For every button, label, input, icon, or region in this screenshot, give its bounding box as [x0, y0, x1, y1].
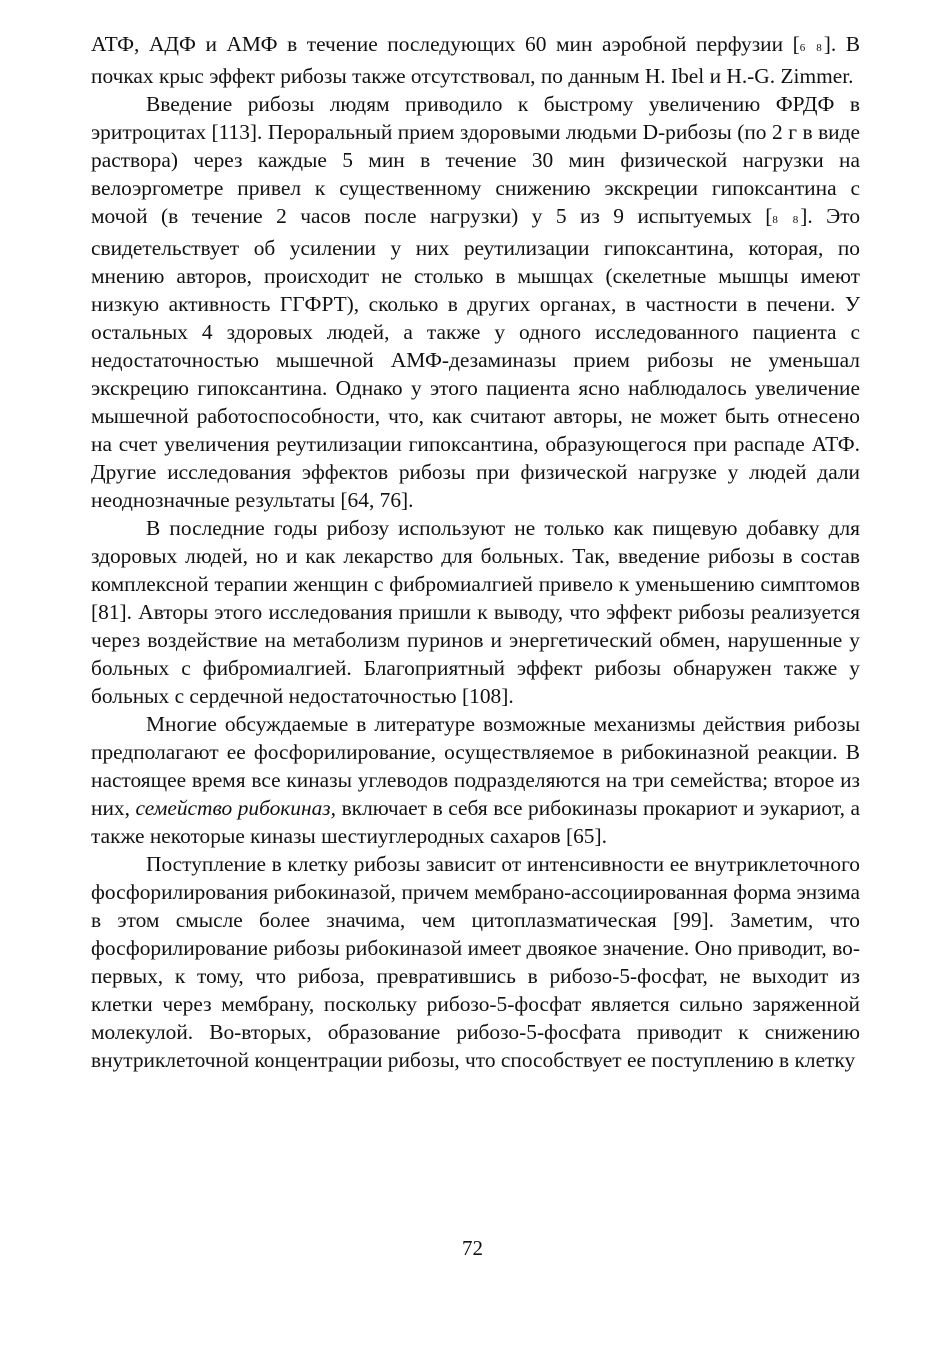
reference-number: 8 8 — [772, 214, 801, 226]
paragraph-text: Введение рибозы людям приводило к быстрому увеличению ФРДФ в эритроцитах [113]. Пероральный прием здоровыми людьми D-рибозы (по 2 г в виде раствора) через каждые 5 мин в течение 30 мин физической нагрузки на велоэргометре привел к существенному снижению экскреции гипоксантина с мочой (в течение 2 часов после нагрузки) у 5 из 9 испытуемых [ — [91, 92, 860, 228]
page-number: 72 — [462, 1236, 483, 1260]
paragraph-text: включает в себя все рибокиназы прокариот и эукариот, а также некоторые киназы шестиуглеродных сахаров [65]. — [91, 796, 860, 848]
paragraph-text: ]. Это свидетельствует об усилении у них реутилизации гипоксантина, которая, по мнению авторов, происходит не столько в мышцах (скелетные мышцы имеют низкую активность ГГФРТ), сколько в других органах, в частности в печени. У остальных 4 здоровых людей, а также у одного исследованного пациента с недостаточностью мышечной АМФ-дезаминазы прием рибозы не уменьшал экскрецию гипоксантина. Однако у этого пациента ясно наблюдалось увеличение мышечной работоспособности, что, как считают авторы, не может быть отнесено на счет увеличения реутилизации гипоксантина, образующегося при распаде АТФ. Другие исследования эффектов рибозы при физической нагрузке у людей дали неоднозначные результаты [64, 76]. — [91, 204, 861, 512]
paragraph-text: ]. В почках крыс эффект рибозы также отсутствовал, по данным H. Ibel и H.-G. Zimmer. — [91, 32, 860, 88]
paragraph-text: АТФ, АДФ и АМФ в течение последующих 60 мин аэробной перфузии [ — [91, 32, 800, 56]
paragraph — [91, 90, 860, 514]
paragraph-text: В последние годы рибозу используют не только как пищевую добавку для здоровых людей, но и как лекарство для больных. Так, введение рибозы в состав комплексной терапии женщин с фибромиалгией привело к уменьшению симптомов [81]. Авторы этого исследования пришли к выводу, что эффект рибозы реализуется через воздействие на метаболизм пуринов и энергетический обмен, нарушенные у больных с фибромиалгией. Благоприятный эффект рибозы обнаружен также у больных с сердечной недостаточностью [108]. — [91, 516, 860, 708]
italic-term: семейство рибокиназ, — [135, 796, 337, 820]
paragraph-text: Многие обсуждаемые в литературе возможные механизмы действия рибозы предполагают ее фосфорилирование, осуществляемое в рибокиназной реакции. В настоящее время все киназы углеводов подразделяются на три семейства; второе из них, — [91, 712, 860, 820]
paragraph — [91, 710, 860, 850]
paragraph — [91, 30, 860, 90]
paragraph-text: Поступление в клетку рибозы зависит от интенсивности ее внутриклеточного фосфорилирования рибокиназой, причем мембрано-ассоциированная форма энзима в этом смысле более значима, чем цитоплазматическая [99]. Заметим, что фосфорилирование рибозы рибокиназой имеет двоякое значение. Оно приводит, во-первых, к тому, что рибоза, превратившись в рибозо-5-фосфат, не выходит из клетки через мембрану, поскольку рибозо-5-фосфат является сильно заряженной молекулой. Во-вторых, образование рибозо-5-фосфата приводит к снижению внутриклеточной концентрации рибозы, что способствует ее поступлению в клетку — [91, 852, 860, 1072]
page-body — [91, 30, 860, 1074]
reference-number: 6 8 — [799, 42, 824, 54]
paragraph — [91, 514, 860, 710]
paragraph — [91, 850, 860, 1074]
